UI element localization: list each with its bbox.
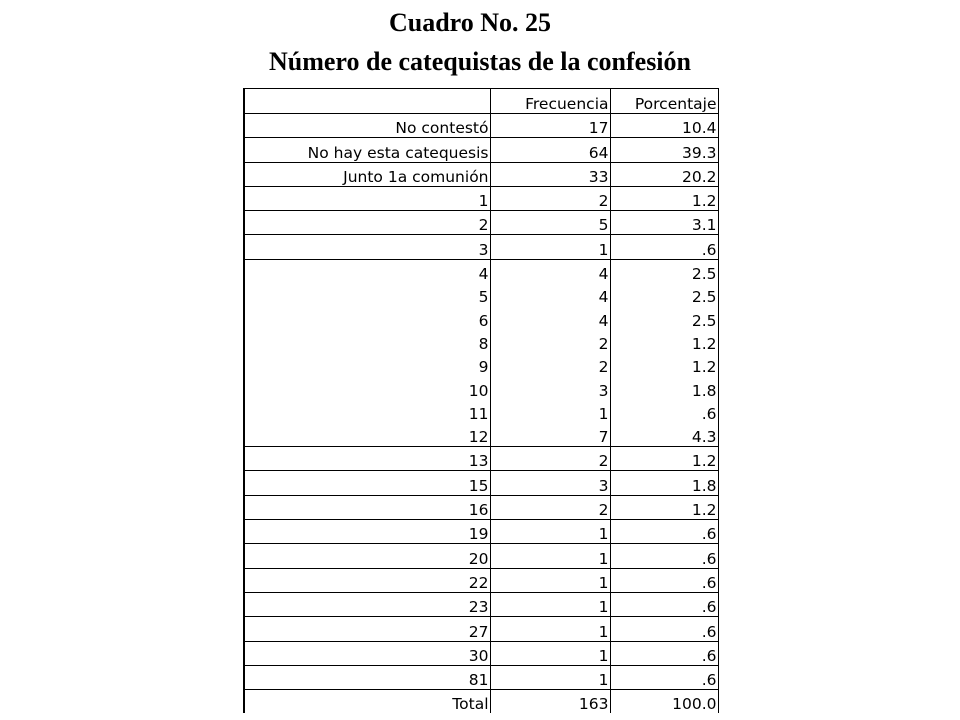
- row-label: 15: [244, 471, 490, 495]
- row-percent: 2.5: [610, 259, 718, 283]
- table-row: [244, 211, 718, 235]
- row-frequency: 33: [490, 162, 610, 186]
- row-percent: 1.2: [610, 495, 718, 519]
- frequency-table: [243, 88, 719, 713]
- table-caption: Cuadro No. 25: [388, 8, 552, 37]
- row-frequency: 4: [490, 259, 610, 283]
- row-frequency: 1: [490, 665, 610, 689]
- row-label: 20: [244, 544, 490, 568]
- row-label: Junto 1a comunión: [244, 162, 490, 186]
- table-row: [244, 259, 718, 283]
- row-percent: 10.4: [610, 114, 718, 138]
- row-frequency: 2: [490, 353, 610, 376]
- row-label: 6: [244, 306, 490, 329]
- table-row: [244, 544, 718, 568]
- row-percent: 1.8: [610, 471, 718, 495]
- row-percent: .6: [610, 617, 718, 641]
- row-percent: 100.0: [610, 690, 718, 714]
- row-percent: .6: [610, 568, 718, 592]
- row-frequency: 4: [490, 306, 610, 329]
- row-label: 22: [244, 568, 490, 592]
- row-percent: 3.1: [610, 211, 718, 235]
- row-frequency: 1: [490, 520, 610, 544]
- table-row: [244, 353, 718, 376]
- row-frequency: 2: [490, 186, 610, 210]
- table-row: [244, 471, 718, 495]
- row-label: 11: [244, 400, 490, 423]
- row-frequency: 2: [490, 447, 610, 471]
- row-percent: 2.5: [610, 283, 718, 306]
- table-row: [244, 495, 718, 519]
- table-body: [244, 114, 718, 714]
- row-frequency: 17: [490, 114, 610, 138]
- row-label: 23: [244, 592, 490, 616]
- table-row: [244, 617, 718, 641]
- row-label: No hay esta catequesis: [244, 138, 490, 162]
- table-row: [244, 665, 718, 689]
- row-frequency: 5: [490, 211, 610, 235]
- row-percent: 39.3: [610, 138, 718, 162]
- header-percent: Porcentaje: [610, 89, 718, 114]
- row-label: Total: [244, 690, 490, 714]
- table-title: Número de catequistas de la confesión: [268, 47, 691, 76]
- row-percent: 2.5: [610, 306, 718, 329]
- table-header-row: [244, 89, 718, 114]
- row-frequency: 64: [490, 138, 610, 162]
- row-label: 13: [244, 447, 490, 471]
- row-frequency: 7: [490, 423, 610, 447]
- row-frequency: 1: [490, 544, 610, 568]
- row-label: 10: [244, 376, 490, 399]
- table-row: [244, 235, 718, 259]
- row-label: No contestó: [244, 114, 490, 138]
- row-frequency: 2: [490, 495, 610, 519]
- row-percent: .6: [610, 665, 718, 689]
- table-row: [244, 690, 718, 714]
- table-row: [244, 376, 718, 399]
- row-frequency: 1: [490, 641, 610, 665]
- table-row: [244, 283, 718, 306]
- row-percent: .6: [610, 641, 718, 665]
- row-label: 81: [244, 665, 490, 689]
- row-percent: 1.2: [610, 330, 718, 353]
- header-label: [244, 89, 490, 114]
- row-percent: 4.3: [610, 423, 718, 447]
- row-frequency: 163: [490, 690, 610, 714]
- row-percent: .6: [610, 592, 718, 616]
- row-percent: .6: [610, 544, 718, 568]
- row-frequency: 1: [490, 617, 610, 641]
- row-label: 30: [244, 641, 490, 665]
- row-percent: 1.8: [610, 376, 718, 399]
- row-label: 3: [244, 235, 490, 259]
- row-frequency: 1: [490, 592, 610, 616]
- table-row: [244, 138, 718, 162]
- row-percent: 1.2: [610, 186, 718, 210]
- row-frequency: 3: [490, 376, 610, 399]
- row-frequency: 4: [490, 283, 610, 306]
- table-row: [244, 114, 718, 138]
- row-label: 16: [244, 495, 490, 519]
- table-row: [244, 520, 718, 544]
- table-row: [244, 423, 718, 447]
- table-row: [244, 306, 718, 329]
- row-frequency: 1: [490, 235, 610, 259]
- row-frequency: 2: [490, 330, 610, 353]
- row-frequency: 3: [490, 471, 610, 495]
- row-percent: 20.2: [610, 162, 718, 186]
- row-percent: 1.2: [610, 353, 718, 376]
- table-row: [244, 592, 718, 616]
- row-label: 9: [244, 353, 490, 376]
- table-row: [244, 400, 718, 423]
- table-row: [244, 641, 718, 665]
- row-percent: .6: [610, 400, 718, 423]
- table-row: [244, 568, 718, 592]
- table-row: [244, 186, 718, 210]
- row-frequency: 1: [490, 568, 610, 592]
- header-frequency: Frecuencia: [490, 89, 610, 114]
- table-row: [244, 162, 718, 186]
- table-row: [244, 330, 718, 353]
- row-frequency: 1: [490, 400, 610, 423]
- frequency-table-container: [243, 88, 717, 713]
- row-label: 12: [244, 423, 490, 447]
- row-label: 27: [244, 617, 490, 641]
- row-label: 1: [244, 186, 490, 210]
- row-label: 19: [244, 520, 490, 544]
- row-percent: 1.2: [610, 447, 718, 471]
- row-label: 8: [244, 330, 490, 353]
- row-percent: .6: [610, 235, 718, 259]
- row-label: 2: [244, 211, 490, 235]
- table-row: [244, 447, 718, 471]
- row-label: 5: [244, 283, 490, 306]
- row-percent: .6: [610, 520, 718, 544]
- row-label: 4: [244, 259, 490, 283]
